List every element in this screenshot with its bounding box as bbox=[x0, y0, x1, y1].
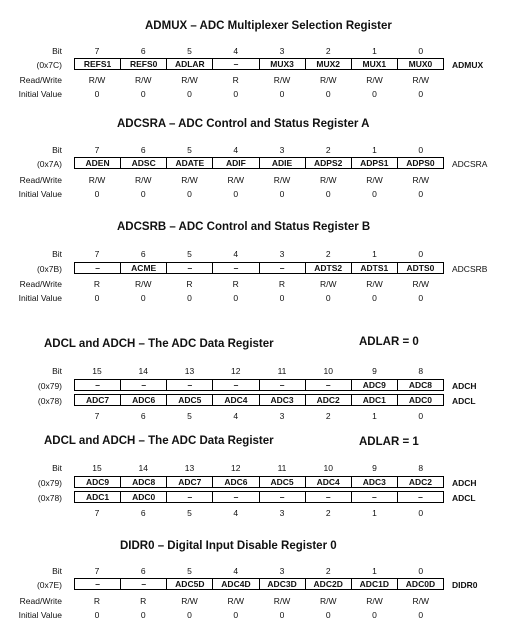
cell-bit-1: 0 bbox=[372, 189, 377, 199]
cell-bit-7: 7 bbox=[94, 566, 100, 576]
cell-bit-4: R bbox=[232, 279, 239, 289]
register-field: ADC3 bbox=[260, 395, 306, 405]
initial-value-label: Initial Value bbox=[18, 293, 62, 303]
cell-bit-0: R/W bbox=[412, 596, 430, 606]
register-name: ADMUX bbox=[452, 60, 484, 70]
cell-bit-5: 0 bbox=[187, 610, 192, 620]
cell-bit-7: 0 bbox=[94, 89, 100, 99]
cell-bit-1: 1 bbox=[372, 145, 377, 155]
cell-bit-4: 0 bbox=[233, 189, 239, 199]
cell-bit-0: 0 bbox=[418, 145, 424, 155]
cell-bit-5: 5 bbox=[187, 508, 192, 518]
register-field: ADTS0 bbox=[406, 263, 435, 273]
register-field-box bbox=[74, 157, 444, 169]
register-field: ADC7 bbox=[75, 395, 121, 405]
cell-bit-4: 4 bbox=[233, 145, 239, 155]
adc-data-title: ADCL and ADCH – The ADC Data Register bbox=[44, 338, 274, 350]
register-field: MUX2 bbox=[306, 59, 352, 69]
register-field-box bbox=[74, 58, 444, 70]
register-field: ADC7 bbox=[167, 477, 213, 487]
adcsra-title: ADCSRA – ADC Control and Status Register A bbox=[117, 118, 370, 130]
register-field: ADIF bbox=[213, 158, 259, 168]
register-field: REFS1 bbox=[75, 59, 121, 69]
cell-bit-1: 0 bbox=[372, 89, 377, 99]
cell-bit-7: 0 bbox=[94, 293, 100, 303]
register-field: ADC6 bbox=[213, 477, 259, 487]
register-field: ADC2 bbox=[408, 477, 433, 487]
address-label: (0x7B) bbox=[36, 264, 62, 274]
register-field: ADC4 bbox=[306, 477, 352, 487]
register-field: ADC9 bbox=[352, 380, 398, 390]
high-address-label: (0x79) bbox=[37, 381, 62, 391]
register-field: ADSC bbox=[121, 158, 167, 168]
register-field: – bbox=[75, 579, 121, 589]
cell-bit-3: 0 bbox=[279, 89, 285, 99]
register-field: ADLAR bbox=[167, 59, 213, 69]
cell-bit-4: 0 bbox=[233, 89, 239, 99]
cell-bit-3: 3 bbox=[279, 145, 285, 155]
cell-bit-2: R/W bbox=[319, 175, 337, 185]
register-field: – bbox=[75, 263, 121, 273]
cell-bit-7: 0 bbox=[94, 189, 100, 199]
cell-bit-0: 0 bbox=[418, 293, 424, 303]
cell-bit-2: 0 bbox=[325, 293, 331, 303]
adch-name: ADCH bbox=[452, 381, 477, 391]
cell-bit-5: 13 bbox=[184, 366, 195, 376]
cell-bit-2: 2 bbox=[325, 411, 331, 421]
bit-label: Bit bbox=[52, 145, 62, 155]
register-field: ADIE bbox=[260, 158, 306, 168]
cell-bit-3: 3 bbox=[279, 46, 285, 56]
low-address-label: (0x78) bbox=[37, 396, 62, 406]
low-address-label: (0x78) bbox=[37, 493, 62, 503]
register-field: ADC4D bbox=[213, 579, 259, 589]
cell-bit-4: 0 bbox=[233, 293, 239, 303]
cell-bit-5: R bbox=[186, 279, 193, 289]
register-field: ADC0D bbox=[405, 579, 436, 589]
cell-bit-3: 11 bbox=[277, 463, 287, 473]
initial-value-label: Initial Value bbox=[18, 610, 62, 620]
bit-label: Bit bbox=[52, 566, 62, 576]
cell-bit-1: R/W bbox=[366, 175, 383, 185]
cell-bit-6: R bbox=[140, 596, 147, 606]
register-field: ADC4 bbox=[213, 395, 259, 405]
cell-bit-3: R/W bbox=[273, 596, 291, 606]
cell-bit-7: R bbox=[93, 596, 101, 606]
register-field: ADC2D bbox=[306, 579, 352, 589]
cell-bit-0: 0 bbox=[418, 566, 424, 576]
cell-bit-4: R/W bbox=[227, 175, 245, 185]
cell-bit-7: 7 bbox=[94, 46, 100, 56]
cell-bit-7: 15 bbox=[92, 463, 102, 473]
cell-bit-5: R/W bbox=[181, 175, 198, 185]
cell-bit-0: R/W bbox=[412, 175, 430, 185]
cell-bit-2: 2 bbox=[325, 508, 331, 518]
cell-bit-6: 6 bbox=[140, 508, 146, 518]
read-write-label: Read/Write bbox=[19, 175, 62, 185]
register-field: ADTS1 bbox=[352, 263, 398, 273]
cell-bit-0: R/W bbox=[412, 75, 430, 85]
register-field: – bbox=[260, 263, 306, 273]
register-field: – bbox=[75, 380, 121, 390]
register-field: – bbox=[213, 380, 259, 390]
register-field: ADATE bbox=[167, 158, 213, 168]
cell-bit-0: 0 bbox=[418, 189, 424, 199]
adcl-field-box bbox=[74, 491, 444, 503]
cell-bit-3: 3 bbox=[279, 566, 285, 576]
cell-bit-3: R/W bbox=[273, 175, 291, 185]
register-name: ADCSRB bbox=[452, 264, 488, 274]
adch-name: ADCH bbox=[452, 478, 477, 488]
register-field: MUX3 bbox=[260, 59, 306, 69]
register-field: ADPS1 bbox=[352, 158, 398, 168]
cell-bit-2: 10 bbox=[323, 366, 333, 376]
register-name: DIDR0 bbox=[452, 580, 478, 590]
cell-bit-1: 1 bbox=[372, 46, 377, 56]
register-field: – bbox=[213, 492, 259, 502]
cell-bit-5: 13 bbox=[184, 463, 195, 473]
cell-bit-3: 0 bbox=[279, 189, 285, 199]
register-field: ADC1D bbox=[352, 579, 398, 589]
register-field: ADC8 bbox=[121, 477, 167, 487]
register-field: ADC6 bbox=[121, 395, 167, 405]
register-field: MUX1 bbox=[352, 59, 398, 69]
adc-data-title: ADCL and ADCH – The ADC Data Register bbox=[44, 435, 274, 447]
cell-bit-0: 8 bbox=[418, 366, 424, 376]
register-field: – bbox=[306, 380, 352, 390]
cell-bit-6: 6 bbox=[140, 566, 146, 576]
cell-bit-6: 6 bbox=[140, 145, 146, 155]
adlar-setting: ADLAR = 0 bbox=[359, 336, 419, 348]
cell-bit-7: 7 bbox=[94, 508, 100, 518]
cell-bit-6: R/W bbox=[134, 279, 152, 289]
register-field: – bbox=[167, 263, 213, 273]
cell-bit-0: 0 bbox=[418, 411, 424, 421]
cell-bit-4: 4 bbox=[233, 249, 239, 259]
register-field: – bbox=[260, 492, 306, 502]
register-field: – bbox=[213, 59, 259, 69]
cell-bit-2: R/W bbox=[319, 279, 337, 289]
cell-bit-7: 0 bbox=[94, 610, 100, 620]
cell-bit-5: R/W bbox=[181, 596, 198, 606]
register-field: ADC3D bbox=[260, 579, 306, 589]
address-label: (0x7C) bbox=[36, 60, 62, 70]
cell-bit-0: 0 bbox=[418, 46, 424, 56]
didr0-title: DIDR0 – Digital Input Disable Register 0 bbox=[120, 540, 337, 552]
read-write-label: Read/Write bbox=[19, 596, 62, 606]
register-name: ADCSRA bbox=[452, 159, 488, 169]
adch-field-box bbox=[74, 476, 444, 488]
register-field: ADC0 bbox=[121, 492, 167, 502]
register-field: ADC9 bbox=[75, 477, 121, 487]
register-field: ADC0 bbox=[408, 395, 433, 405]
cell-bit-1: 0 bbox=[372, 610, 377, 620]
register-field: – bbox=[306, 492, 352, 502]
register-field: ADC1 bbox=[75, 492, 121, 502]
bit-label: Bit bbox=[52, 46, 62, 56]
cell-bit-6: 6 bbox=[140, 46, 146, 56]
register-field: ADPS0 bbox=[406, 158, 435, 168]
cell-bit-4: 12 bbox=[231, 463, 241, 473]
adlar-setting: ADLAR = 1 bbox=[359, 436, 419, 448]
address-label: (0x7A) bbox=[36, 159, 62, 169]
cell-bit-1: R/W bbox=[366, 279, 383, 289]
cell-bit-2: 0 bbox=[325, 89, 331, 99]
cell-bit-3: R/W bbox=[273, 75, 291, 85]
cell-bit-2: 2 bbox=[325, 566, 331, 576]
cell-bit-6: 0 bbox=[140, 89, 146, 99]
admux-title: ADMUX – ADC Multiplexer Selection Register bbox=[145, 20, 392, 32]
register-field: REFS0 bbox=[121, 59, 167, 69]
cell-bit-4: 4 bbox=[233, 411, 239, 421]
cell-bit-1: 1 bbox=[372, 249, 377, 259]
cell-bit-6: 0 bbox=[140, 189, 146, 199]
cell-bit-1: 1 bbox=[372, 411, 377, 421]
cell-bit-7: R/W bbox=[88, 75, 106, 85]
cell-bit-3: 3 bbox=[279, 249, 285, 259]
cell-bit-0: 8 bbox=[418, 463, 424, 473]
read-write-label: Read/Write bbox=[19, 75, 62, 85]
register-field: ADEN bbox=[75, 158, 121, 168]
adcl-name: ADCL bbox=[452, 396, 476, 406]
cell-bit-5: 0 bbox=[187, 189, 192, 199]
cell-bit-3: 3 bbox=[279, 411, 285, 421]
cell-bit-2: 10 bbox=[323, 463, 333, 473]
cell-bit-4: R/W bbox=[227, 596, 245, 606]
cell-bit-1: 9 bbox=[372, 463, 377, 473]
register-field: – bbox=[167, 380, 213, 390]
cell-bit-2: R/W bbox=[319, 75, 337, 85]
address-label: (0x7E) bbox=[36, 580, 62, 590]
cell-bit-4: 4 bbox=[233, 566, 239, 576]
cell-bit-4: 4 bbox=[233, 508, 239, 518]
register-field: ADTS2 bbox=[306, 263, 352, 273]
cell-bit-0: 0 bbox=[418, 249, 424, 259]
cell-bit-3: R bbox=[278, 279, 286, 289]
cell-bit-2: 2 bbox=[325, 145, 331, 155]
cell-bit-2: 2 bbox=[325, 249, 331, 259]
cell-bit-0: 0 bbox=[418, 610, 424, 620]
bit-label: Bit bbox=[52, 366, 62, 376]
register-field: ADC5D bbox=[167, 579, 213, 589]
cell-bit-4: 12 bbox=[231, 366, 241, 376]
register-field: ADC5 bbox=[167, 395, 213, 405]
cell-bit-7: R/W bbox=[88, 175, 106, 185]
cell-bit-5: R/W bbox=[181, 75, 198, 85]
register-field: – bbox=[213, 263, 259, 273]
cell-bit-1: 9 bbox=[372, 366, 377, 376]
cell-bit-6: R/W bbox=[134, 175, 152, 185]
cell-bit-3: 0 bbox=[279, 293, 285, 303]
cell-bit-0: R/W bbox=[412, 279, 430, 289]
read-write-label: Read/Write bbox=[19, 279, 62, 289]
cell-bit-6: 6 bbox=[140, 249, 146, 259]
register-field: – bbox=[260, 380, 306, 390]
register-field: ADC1 bbox=[352, 395, 398, 405]
register-field: ADPS2 bbox=[306, 158, 352, 168]
cell-bit-4: 0 bbox=[233, 610, 239, 620]
cell-bit-0: 0 bbox=[418, 508, 424, 518]
cell-bit-1: 0 bbox=[372, 293, 377, 303]
cell-bit-7: 7 bbox=[94, 145, 100, 155]
initial-value-label: Initial Value bbox=[18, 89, 62, 99]
cell-bit-6: 0 bbox=[140, 293, 146, 303]
register-field-box bbox=[74, 578, 444, 590]
adcsrb-title: ADCSRB – ADC Control and Status Register B bbox=[117, 221, 371, 233]
register-field: – bbox=[121, 579, 167, 589]
register-field: – bbox=[352, 492, 398, 502]
cell-bit-6: 14 bbox=[138, 366, 148, 376]
cell-bit-3: 0 bbox=[279, 610, 285, 620]
cell-bit-0: 0 bbox=[418, 89, 424, 99]
register-field: – bbox=[167, 492, 213, 502]
cell-bit-4: R bbox=[232, 75, 239, 85]
cell-bit-1: 1 bbox=[372, 508, 377, 518]
initial-value-label: Initial Value bbox=[18, 189, 62, 199]
cell-bit-1: R/W bbox=[366, 75, 383, 85]
cell-bit-2: 2 bbox=[325, 46, 331, 56]
cell-bit-5: 0 bbox=[187, 293, 192, 303]
register-field: MUX0 bbox=[408, 59, 433, 69]
cell-bit-7: 7 bbox=[94, 249, 100, 259]
cell-bit-5: 5 bbox=[187, 411, 192, 421]
cell-bit-7: 7 bbox=[94, 411, 100, 421]
adcl-name: ADCL bbox=[452, 493, 476, 503]
cell-bit-1: 1 bbox=[372, 566, 377, 576]
cell-bit-6: 14 bbox=[138, 463, 148, 473]
register-field: ADC3 bbox=[352, 477, 398, 487]
cell-bit-2: R/W bbox=[319, 596, 337, 606]
cell-bit-7: 15 bbox=[92, 366, 102, 376]
cell-bit-3: 11 bbox=[277, 366, 287, 376]
cell-bit-2: 0 bbox=[325, 610, 331, 620]
cell-bit-2: 0 bbox=[325, 189, 331, 199]
adcl-field-box bbox=[74, 394, 444, 406]
cell-bit-7: R bbox=[93, 279, 101, 289]
register-field: – bbox=[121, 380, 167, 390]
register-field: – bbox=[418, 492, 423, 502]
bit-label: Bit bbox=[52, 249, 62, 259]
cell-bit-6: 0 bbox=[140, 610, 146, 620]
cell-bit-5: 5 bbox=[187, 46, 192, 56]
register-field-box bbox=[74, 262, 444, 274]
high-address-label: (0x79) bbox=[37, 478, 62, 488]
register-field: ADC8 bbox=[408, 380, 433, 390]
cell-bit-6: 6 bbox=[140, 411, 146, 421]
cell-bit-5: 0 bbox=[187, 89, 192, 99]
cell-bit-3: 3 bbox=[279, 508, 285, 518]
adch-field-box bbox=[74, 379, 444, 391]
cell-bit-1: R/W bbox=[366, 596, 383, 606]
cell-bit-5: 5 bbox=[187, 566, 192, 576]
register-field: ACME bbox=[121, 263, 167, 273]
register-field: ADC2 bbox=[306, 395, 352, 405]
register-field: ADC5 bbox=[260, 477, 306, 487]
cell-bit-6: R/W bbox=[134, 75, 152, 85]
cell-bit-5: 5 bbox=[187, 145, 192, 155]
cell-bit-4: 4 bbox=[233, 46, 239, 56]
cell-bit-5: 5 bbox=[187, 249, 192, 259]
bit-label: Bit bbox=[52, 463, 62, 473]
